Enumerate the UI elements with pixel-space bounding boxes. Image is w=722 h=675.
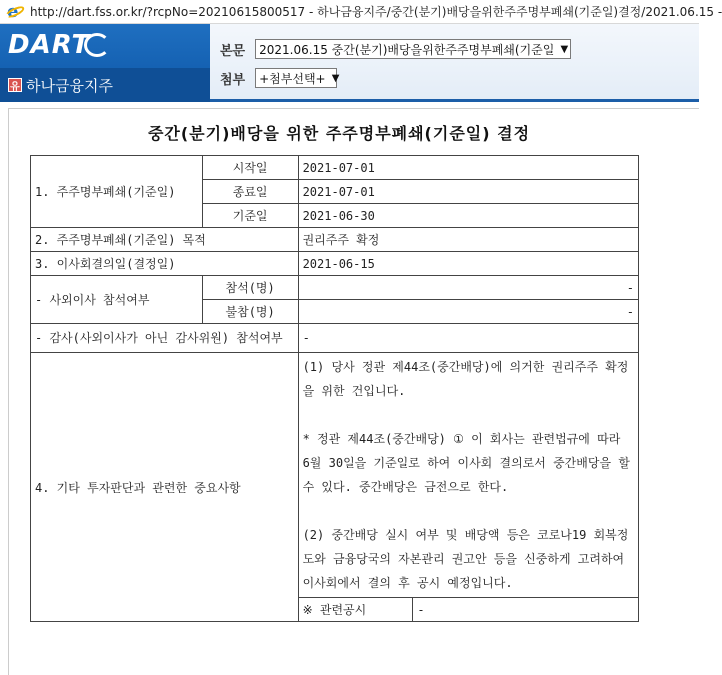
dart-swoosh-icon (84, 33, 110, 57)
main-document-row (220, 39, 571, 59)
company-bar (0, 68, 210, 102)
attend-label: 참석(명) (202, 276, 298, 300)
chevron-down-icon[interactable]: ▼ (331, 72, 340, 84)
main-document-select[interactable] (255, 39, 571, 59)
main-document-select-value: 2021.06.15 중간(분기)배당을위한주주명부폐쇄(기준일 (259, 42, 555, 57)
disclosure-table (30, 155, 639, 622)
other-paragraph-1: (1) 당사 정관 제44조(중간배당)에 의거한 권리주주 확정을 위한 건입니다. (302, 360, 629, 398)
related-disclosure-label: ※ 관련공시 (298, 598, 413, 622)
closure-label: 1. 주주명부폐쇄(기준일) (31, 156, 203, 228)
other-paragraph-2: * 정관 제44조(중간배당) ① 이 회사는 관련법규에 따라 6월 30일을 기준일로 하여 이사회 결의로서 중간배당을 할 수 있다. 중간배당은 금전으로 한다. (302, 432, 630, 494)
document-frame (8, 108, 699, 675)
browser-title-bar (0, 0, 722, 24)
main-document-label: 본문 (220, 43, 246, 59)
outside-director-label: - 사외이사 참석여부 (31, 276, 203, 324)
document-title: 중간(분기)배당을 위한 주주명부폐쇄(기준일) 결정 (147, 124, 531, 143)
attachment-row (220, 68, 340, 88)
table-row (31, 353, 639, 598)
attachment-select-value: +첨부선택+ (259, 71, 326, 86)
auditor-value: - (298, 324, 638, 353)
absent-value: - (298, 300, 638, 324)
table-row (31, 156, 639, 180)
document-navigation (210, 24, 699, 102)
dart-logo[interactable]: DART (8, 30, 91, 60)
logo-area (0, 24, 210, 102)
start-date-label: 시작일 (202, 156, 298, 180)
other-paragraph-3: (2) 중간배당 실시 여부 및 배당액 등은 코로나19 회복정도와 금융당국의 자본관리 권고안 등을 신중하게 고려하여 이사회에서 결의 후 공시 예정입니다. (302, 528, 629, 590)
purpose-label: 2. 주주명부폐쇄(기준일) 목적 (31, 228, 299, 252)
auditor-label: - 감사(사외이사가 아닌 감사위원) 참석여부 (31, 324, 299, 353)
record-date-value: 2021-06-30 (298, 204, 638, 228)
table-row (31, 228, 639, 252)
table-row (31, 276, 639, 300)
board-date-value: 2021-06-15 (298, 252, 638, 276)
other-matters-value (298, 353, 638, 598)
other-matters-label: 4. 기타 투자판단과 관련한 중요사항 (31, 353, 299, 622)
dart-header (0, 24, 699, 102)
chevron-down-icon[interactable]: ▼ (560, 43, 569, 55)
table-row (31, 252, 639, 276)
attend-value: - (298, 276, 638, 300)
company-name[interactable]: 하나금융지주 (26, 76, 113, 95)
related-disclosure-value: - (413, 598, 639, 622)
attachment-select[interactable] (255, 68, 340, 88)
table-row (31, 324, 639, 353)
company-market-badge: 유 (8, 78, 22, 92)
attachment-label: 첨부 (220, 72, 246, 88)
absent-label: 불참(명) (202, 300, 298, 324)
window-title: http://dart.fss.or.kr/?rcpNo=20210615800517 - 하나금융지주/중간(분기)배당을위한주주명부폐쇄(기준일)결정/2021.06.15 - (30, 5, 722, 19)
end-date-label: 종료일 (202, 180, 298, 204)
start-date-value: 2021-07-01 (298, 156, 638, 180)
board-date-label: 3. 이사회결의일(결정일) (31, 252, 299, 276)
purpose-value: 권리주주 확정 (298, 228, 638, 252)
internet-explorer-icon: e (6, 3, 24, 21)
end-date-value: 2021-07-01 (298, 180, 638, 204)
record-date-label: 기준일 (202, 204, 298, 228)
